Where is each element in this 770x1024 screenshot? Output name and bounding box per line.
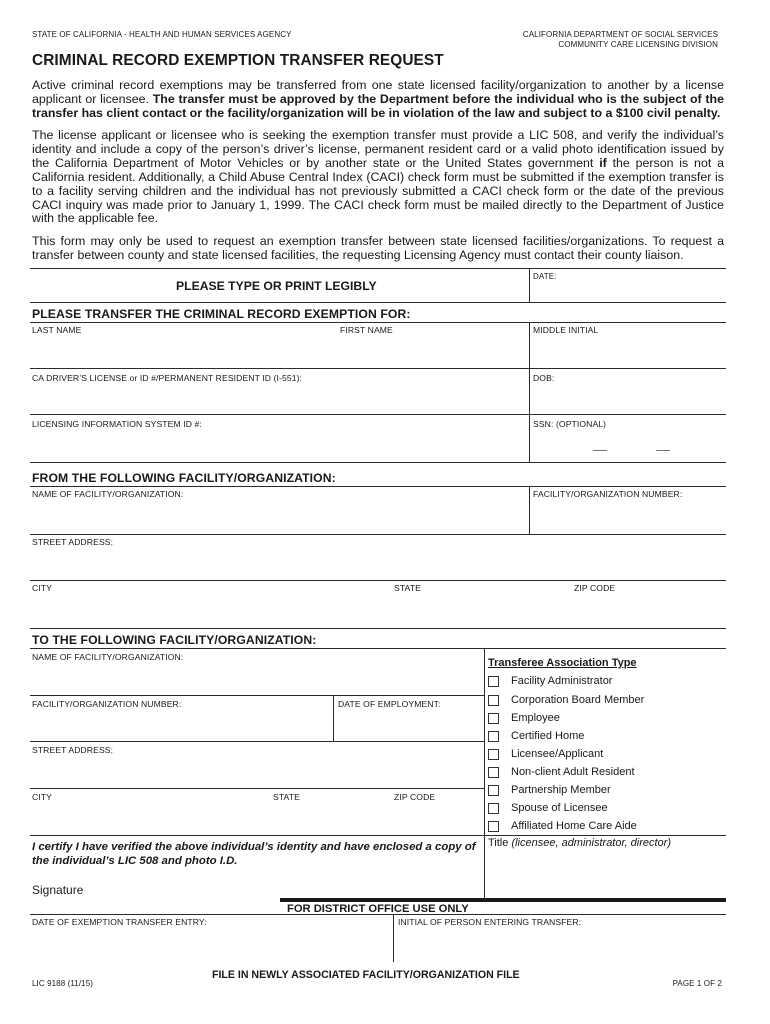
page-title: CRIMINAL RECORD EXEMPTION TRANSFER REQUEST xyxy=(32,52,444,69)
divider xyxy=(30,788,484,789)
to-state-label: STATE xyxy=(273,792,300,802)
divider xyxy=(30,835,484,836)
last-name-field[interactable] xyxy=(32,337,332,375)
divider xyxy=(30,914,726,915)
dob-label: DOB: xyxy=(533,373,555,383)
to-facility-number-label: FACILITY/ORGANIZATION NUMBER: xyxy=(32,699,182,709)
association-option-label: Partnership Member xyxy=(511,784,611,796)
checkbox[interactable] xyxy=(488,749,499,760)
lis-id-field[interactable] xyxy=(32,431,522,469)
signature-label: Signature xyxy=(32,883,84,897)
divider xyxy=(30,302,726,303)
association-option-label: Non-client Adult Resident xyxy=(511,766,635,778)
divider xyxy=(30,322,726,323)
divider xyxy=(529,268,530,302)
divider xyxy=(529,486,530,534)
dob-field[interactable] xyxy=(533,385,723,423)
checkbox[interactable] xyxy=(488,731,499,742)
divider xyxy=(30,486,726,487)
association-option[interactable] xyxy=(488,799,758,817)
intro-paragraph-1 xyxy=(32,79,724,121)
agency-left: STATE OF CALIFORNIA - HEALTH AND HUMAN SERVICES AGENCY xyxy=(32,30,292,39)
from-zip-field[interactable] xyxy=(574,595,722,625)
from-facility-name-label: NAME OF FACILITY/ORGANIZATION: xyxy=(32,489,184,499)
date-of-employment-label: DATE OF EMPLOYMENT: xyxy=(338,699,441,709)
entry-date-label: DATE OF EXEMPTION TRANSFER ENTRY: xyxy=(32,917,207,927)
section-to-heading: TO THE FOLLOWING FACILITY/ORGANIZATION: xyxy=(32,633,317,647)
title-field-label xyxy=(488,837,671,849)
intro-p2-part-c: if the exemption transfer is to a facility serving children and the individual has not previously submitted a CACI check form or the date of the previous CACI inquiry was made prior to January 1, 1999. The CACI check form must be mailed directly to the Department of Justice with the applicable fee. xyxy=(32,169,724,226)
divider xyxy=(30,462,726,463)
title-label: Title xyxy=(488,837,509,849)
to-zip-field[interactable] xyxy=(394,804,480,834)
association-option-label: Corporation Board Member xyxy=(511,694,645,706)
divider xyxy=(333,695,334,741)
association-option[interactable] xyxy=(488,781,758,799)
association-option[interactable] xyxy=(488,727,758,745)
license-id-field[interactable] xyxy=(32,385,522,423)
association-option-label: Facility Administrator xyxy=(511,675,613,687)
to-state-field[interactable] xyxy=(273,804,383,834)
ssn-field[interactable] xyxy=(560,432,720,456)
to-facility-number-field[interactable] xyxy=(32,711,328,739)
from-zip-label: ZIP CODE xyxy=(574,583,616,593)
divider xyxy=(30,534,726,535)
date-label: DATE: xyxy=(533,272,557,281)
from-street-label: STREET ADDRESS: xyxy=(32,537,114,547)
divider xyxy=(484,648,485,898)
intro-p2-if: if xyxy=(599,155,607,170)
from-city-label: CITY xyxy=(32,583,52,593)
agency-right-line-1: CALIFORNIA DEPARTMENT OF SOCIAL SERVICES xyxy=(522,30,718,39)
checkbox[interactable] xyxy=(488,767,499,778)
date-field[interactable] xyxy=(560,270,724,300)
from-facility-number-label: FACILITY/ORGANIZATION NUMBER: xyxy=(533,489,683,499)
middle-initial-label: MIDDLE INITIAL xyxy=(533,325,599,335)
divider xyxy=(30,368,726,369)
district-divider-bar xyxy=(280,898,726,902)
intro-paragraph-2 xyxy=(32,129,724,226)
ssn-separator xyxy=(593,450,607,451)
association-option-label: Licensee/Applicant xyxy=(511,748,604,760)
divider xyxy=(30,648,726,649)
association-option[interactable] xyxy=(488,745,758,763)
divider xyxy=(30,414,726,415)
lis-id-label: LICENSING INFORMATION SYSTEM ID #: xyxy=(32,419,202,429)
association-option[interactable] xyxy=(488,691,758,709)
section-from-heading: FROM THE FOLLOWING FACILITY/ORGANIZATION: xyxy=(32,471,336,485)
ssn-label: SSN: (OPTIONAL) xyxy=(533,419,607,429)
checkbox[interactable] xyxy=(488,676,499,687)
title-field[interactable] xyxy=(488,853,724,895)
license-id-label: CA DRIVER’S LICENSE or ID #/PERMANENT RESIDENT ID (I-551): xyxy=(32,373,303,383)
from-state-label: STATE xyxy=(394,583,421,593)
first-name-field[interactable] xyxy=(340,337,525,375)
association-option[interactable] xyxy=(488,763,758,781)
association-option[interactable] xyxy=(488,817,758,835)
signature-field[interactable] xyxy=(90,870,478,896)
divider xyxy=(30,628,726,629)
divider xyxy=(484,835,726,836)
to-zip-label: ZIP CODE xyxy=(394,792,436,802)
section-subject-heading: PLEASE TRANSFER THE CRIMINAL RECORD EXEMPTION FOR: xyxy=(32,307,411,321)
divider xyxy=(30,695,484,696)
divider xyxy=(30,268,726,269)
to-facility-name-label: NAME OF FACILITY/ORGANIZATION: xyxy=(32,652,184,662)
divider xyxy=(393,914,394,962)
checkbox[interactable] xyxy=(488,695,499,706)
divider xyxy=(529,322,530,462)
intro-p2-part-b: the person is not a California resident. Additionally, a Child Abuse Central Index (CACI) check form must be submitted xyxy=(32,155,724,184)
divider xyxy=(30,580,726,581)
form-id: LIC 9188 (11/15) xyxy=(32,979,94,988)
page-number: PAGE 1 OF 2 xyxy=(672,979,722,988)
middle-initial-field[interactable] xyxy=(533,337,723,375)
intro-paragraph-3: This form may only be used to request an exemption transfer between state licensed facilities/organizations. To request a transfer between county and state licensed facilities, the requesting Licensing Agency must contact their county liaison. xyxy=(32,234,724,262)
first-name-label: FIRST NAME xyxy=(340,325,393,335)
from-street-field[interactable] xyxy=(32,549,722,579)
initial-label: INITIAL OF PERSON ENTERING TRANSFER: xyxy=(398,917,582,927)
from-city-field[interactable] xyxy=(32,595,387,625)
file-note: FILE IN NEWLY ASSOCIATED FACILITY/ORGANIZATION FILE xyxy=(212,969,520,981)
association-option-label: Certified Home xyxy=(511,730,585,742)
ssn-separator xyxy=(656,450,670,451)
association-type-title: Transferee Association Type xyxy=(488,657,637,669)
intro-p1-text: Active criminal record exemptions may be transferred from one state licensed facility/organization to another by a license applicant or licensee. xyxy=(32,78,724,106)
checkbox[interactable] xyxy=(488,803,499,814)
print-legibly-note: PLEASE TYPE OR PRINT LEGIBLY xyxy=(176,279,377,293)
intro-p2-part-a: The license applicant or licensee who is seeking the exemption transfer must provide a LIC 508, and verify the individual’s identity and include a copy of the person’s driver’s license, permanent resident card or a valid photo identification issued by the California Department of Motor Vehicles or by another state or the United States government xyxy=(32,128,724,170)
association-option-label: Affiliated Home Care Aide xyxy=(511,820,637,832)
checkbox[interactable] xyxy=(488,821,499,832)
certification-statement: I certify I have verified the above individual’s identity and have enclosed a copy of the individual’s LIC 508 and photo I.D. xyxy=(32,841,476,867)
to-street-field[interactable] xyxy=(32,757,480,787)
from-state-field[interactable] xyxy=(394,595,564,625)
district-office-heading: FOR DISTRICT OFFICE USE ONLY xyxy=(287,903,469,915)
entry-date-field[interactable] xyxy=(32,929,388,959)
association-option-label: Employee xyxy=(511,712,560,724)
association-option[interactable] xyxy=(488,672,758,690)
checkbox[interactable] xyxy=(488,713,499,724)
association-option[interactable] xyxy=(488,709,758,727)
date-of-employment-field[interactable] xyxy=(338,711,480,739)
divider xyxy=(30,741,484,742)
title-hint: (licensee, administrator, director) xyxy=(511,837,671,849)
to-facility-name-field[interactable] xyxy=(32,664,480,694)
to-city-label: CITY xyxy=(32,792,52,802)
to-city-field[interactable] xyxy=(32,804,262,834)
association-option-label: Spouse of Licensee xyxy=(511,802,608,814)
last-name-label: LAST NAME xyxy=(32,325,82,335)
intro-p1-bold: The transfer must be approved by the Department before the individual who is the subject of the transfer has client contact or the facility/organization will be in violation of the law and subject to a $100 civil penalty. xyxy=(32,91,724,120)
initial-field[interactable] xyxy=(398,929,722,959)
checkbox[interactable] xyxy=(488,785,499,796)
to-street-label: STREET ADDRESS: xyxy=(32,745,114,755)
agency-right-line-2: COMMUNITY CARE LICENSING DIVISION xyxy=(558,40,718,49)
